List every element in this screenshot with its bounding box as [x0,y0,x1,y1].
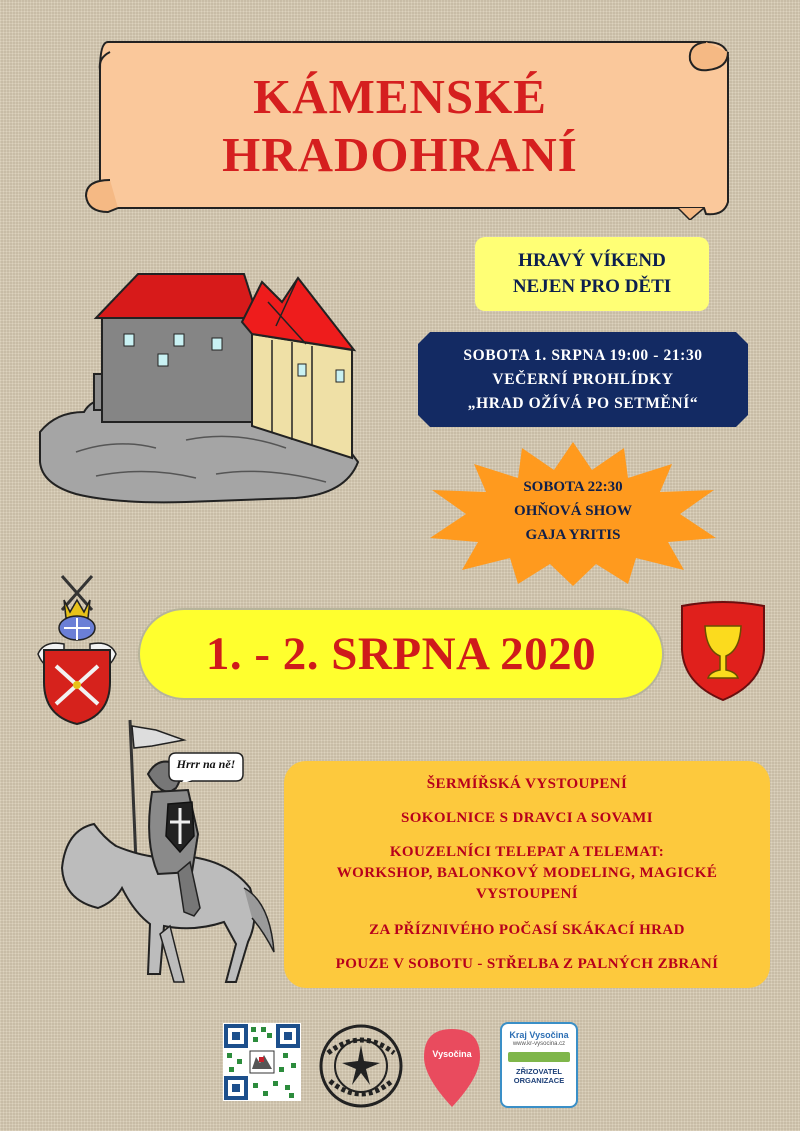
kraj-url: www.kr-vysocina.cz [512,1041,566,1047]
program-item-magicians-detail-2: VYSTOUPENÍ [475,886,579,902]
program-item-bouncy-castle: ZA PŘÍZNIVÉHO POČASÍ SKÁKACÍ HRAD [369,922,685,938]
program-item-falconry: SOKOLNICE S DRAVCI A SOVAMI [401,810,653,826]
title-line-2: HRADOHRANÍ [222,127,578,182]
qr-code-icon [223,1023,301,1101]
seal-logo-icon [318,1023,404,1109]
castle-illustration [36,262,366,507]
event-title [120,68,680,184]
evening-tour-title: VEČERNÍ PROHLÍDKY [492,371,674,388]
program-item-fencing: ŠERMÍŘSKÁ VYSTOUPENÍ [426,776,628,792]
kraj-divider [508,1052,570,1062]
knight-speech-text: Hrrr na ně! [176,757,236,771]
kraj-vysocina-logo [500,1022,578,1108]
evening-tour-banner [418,332,748,427]
coat-of-arms-icon [24,570,130,730]
fire-show-title: OHŇOVÁ SHOW [514,503,632,519]
fire-show-time: SOBOTA 22:30 [523,479,623,495]
fire-show-performer: GAJA YRITIS [525,527,621,543]
program-item-magicians: KOUZELNÍCI TELEPAT A TELEMAT: [389,844,665,860]
kraj-name: Kraj Vysočina [509,1030,569,1040]
evening-tour-subtitle: „HRAD OŽÍVÁ PO SETMĚNÍ“ [467,395,699,412]
tagline-line-1: HRAVÝ VÍKEND [518,250,666,271]
title-line-1: KÁMENSKÉ [253,69,547,124]
program-box [284,761,770,988]
fire-show-text [428,475,718,547]
pin-label: Vysočina [432,1049,472,1059]
program-item-magicians-detail: WORKSHOP, BALONKOVÝ MODELING, MAGICKÉ [336,865,718,881]
kraj-line-1: ZŘIZOVATEL [516,1067,562,1076]
kraj-line-2: ORGANIZACE [513,1076,565,1085]
location-pin-icon [422,1027,482,1109]
pin-shape [422,1027,482,1109]
program-item-shooting: POUZE V SOBOTU - STŘELBA Z PALNÝCH ZBRANÍ [335,956,719,972]
tagline-box [475,237,709,311]
tagline-line-2: NEJEN PRO DĚTI [512,276,672,297]
event-date: 1. - 2. SRPNA 2020 [138,608,664,700]
evening-tour-time: SOBOTA 1. SRPNA 19:00 - 21:30 [463,347,703,364]
chalice-shield-icon [678,600,768,702]
